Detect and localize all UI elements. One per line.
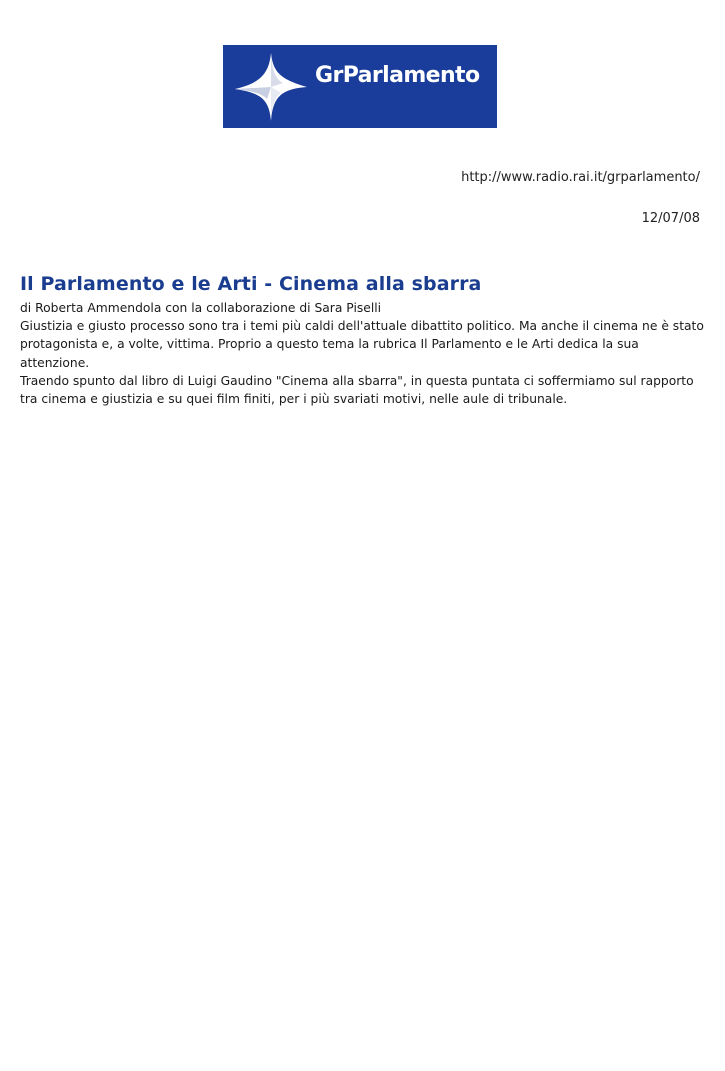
article: [20, 272, 705, 408]
article-title: Il Parlamento e le Arti - Cinema alla sbarra: [20, 273, 482, 295]
article-paragraph-1: Giustizia e giusto processo sono tra i temi più caldi dell'attuale dibattito politico. Ma anche il cinema ne è stato protagonista e, a volte, vittima. Proprio a questo tema la rubrica Il Parlamento e le Arti dedica la sua attenzione.: [20, 319, 704, 370]
grparlamento-logo: [223, 45, 497, 128]
star-compass-icon: [231, 49, 311, 125]
article-byline: di Roberta Ammendola con la collaborazione di Sara Piselli: [20, 301, 382, 315]
publication-date: 12/07/08: [641, 211, 700, 226]
article-paragraph-2: Traendo spunto dal libro di Luigi Gaudino "Cinema alla sbarra", in questa puntata ci soffermiamo sul rapporto tra cinema e giustizia e su quei film finiti, per i più svariati motivi, nelle aule di tribunale.: [20, 373, 694, 407]
source-url: http://www.radio.rai.it/grparlamento/: [461, 170, 700, 185]
logo-wordmark: GrParlamento: [315, 63, 480, 88]
